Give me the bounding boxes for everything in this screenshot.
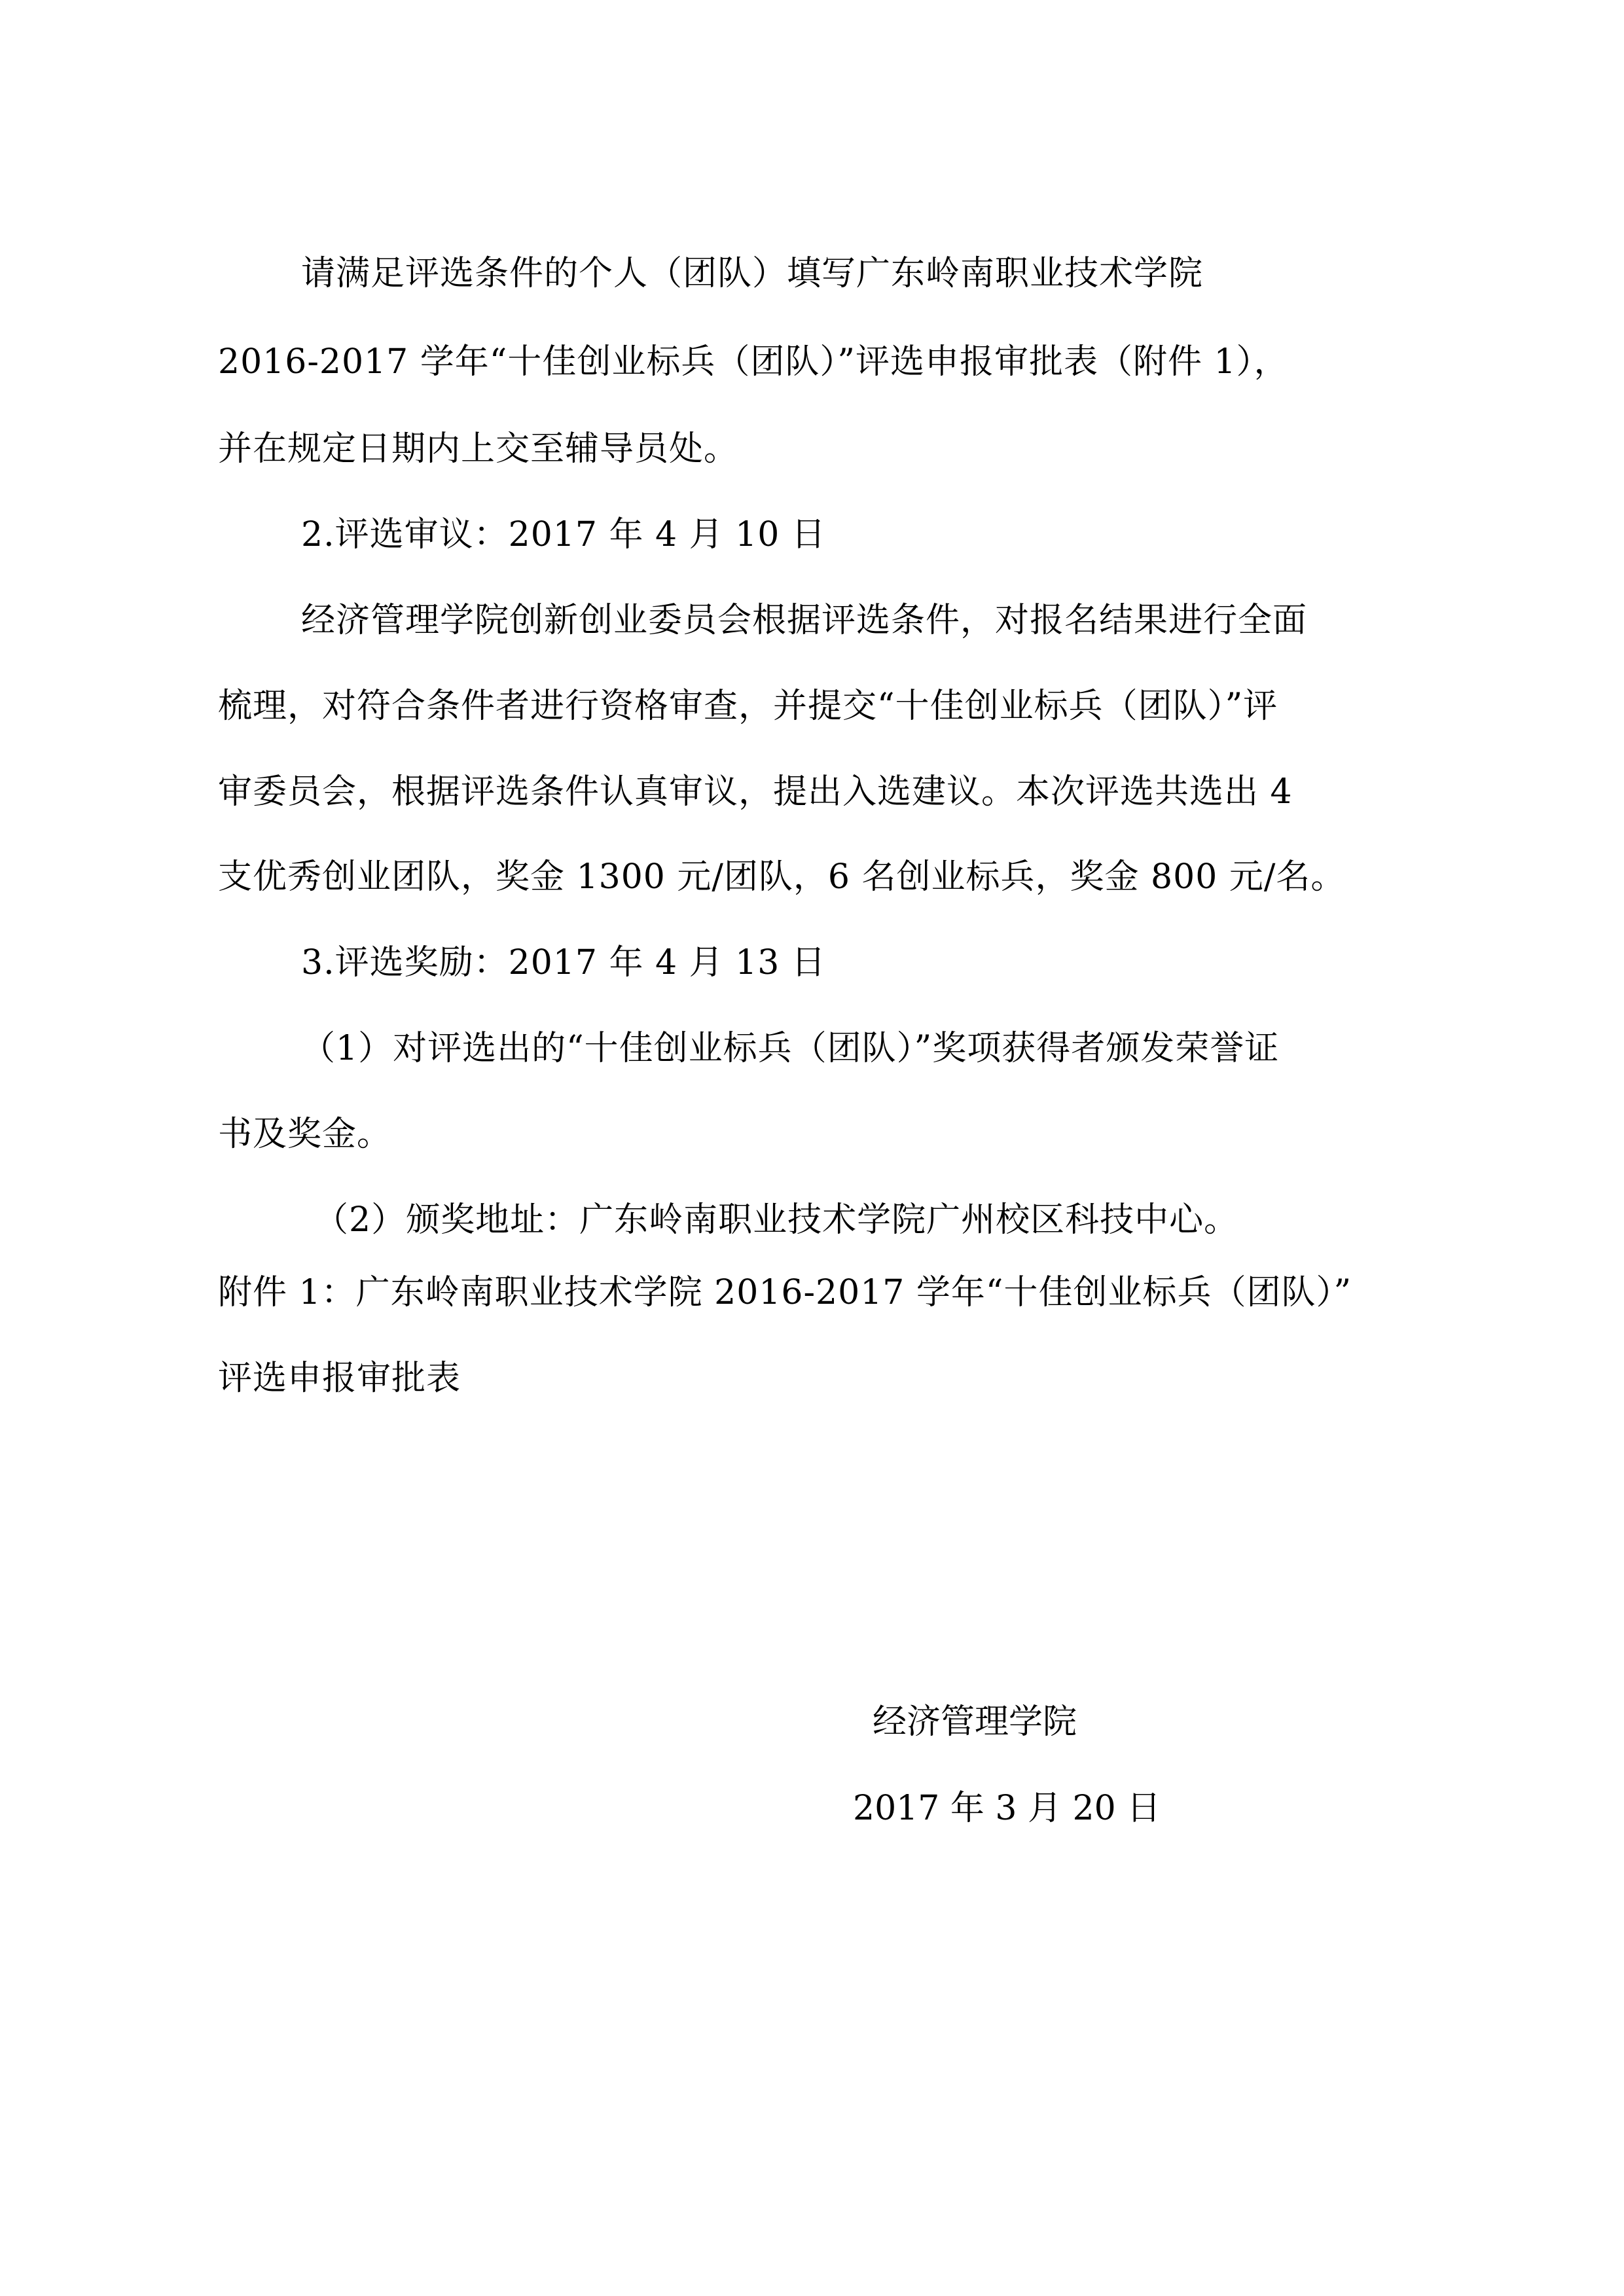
paragraph-line-10: （1）对评选出的“十佳创业标兵（团队）”奖项获得者颁发荣誉证 [301,1029,1280,1068]
paragraph-line-3: 并在规定日期内上交至辅导员处。 [218,429,739,469]
paragraph-line-5: 经济管理学院创新创业委员会根据评选条件，对报名结果进行全面 [301,601,1308,640]
signature-organization: 经济管理学院 [873,1702,1077,1742]
section-heading-reward: 3.评选奖励：2017 年 4 月 13 日 [301,943,826,982]
paragraph-line-7: 审委员会，根据评选条件认真审议，提出入选建议。本次评选共选出 4 [218,772,1293,812]
attachment-line-1: 附件 1：广东岭南职业技术学院 2016-2017 学年“十佳创业标兵（团队）” [218,1273,1352,1312]
section-heading-review: 2.评选审议：2017 年 4 月 10 日 [301,515,826,554]
paragraph-line-12: （2）颁奖地址：广东岭南职业技术学院广州校区科技中心。 [314,1200,1239,1240]
paragraph-line-11: 书及奖金。 [218,1115,392,1154]
attachment-line-2: 评选申报审批表 [218,1359,461,1398]
signature-date: 2017 年 3 月 20 日 [853,1789,1161,1828]
paragraph-line-1: 请满足评选条件的个人（团队）填写广东岭南职业技术学院 [301,254,1204,293]
paragraph-line-8: 支优秀创业团队，奖金 1300 元/团队，6 名创业标兵，奖金 800 元/名。 [218,857,1346,897]
paragraph-line-6: 梳理，对符合条件者进行资格审查，并提交“十佳创业标兵（团队）”评 [218,687,1278,726]
paragraph-line-2: 2016-2017 学年“十佳创业标兵（团队）”评选申报审批表（附件 1）， [218,342,1289,382]
